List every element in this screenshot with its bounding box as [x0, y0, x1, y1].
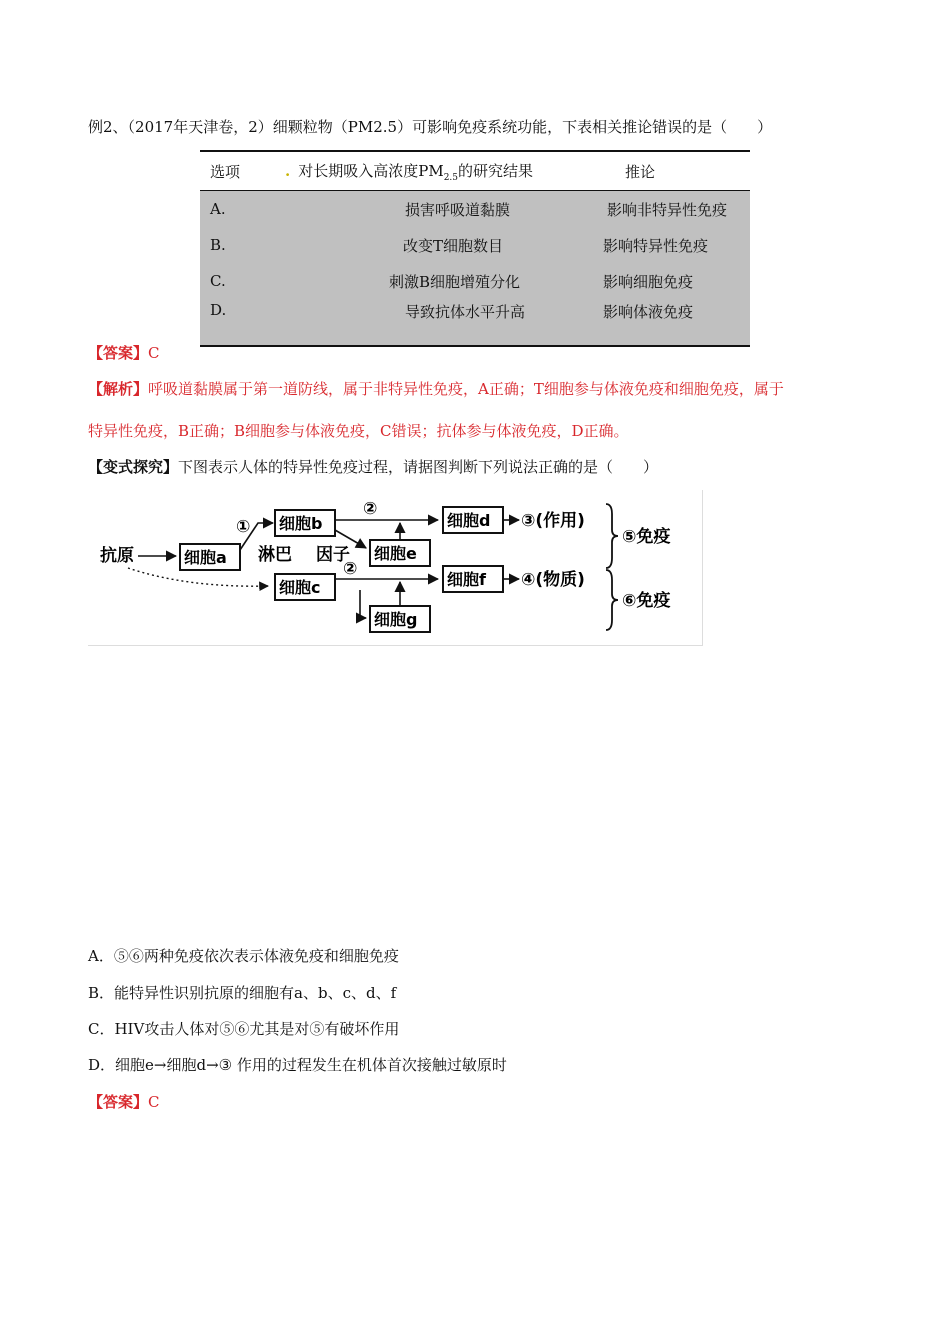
cell-e-label: 细胞e [374, 544, 417, 563]
table-row [200, 227, 750, 263]
table-row [200, 191, 750, 228]
row-inference: 影响细胞免疫 [603, 272, 694, 291]
variant-answer-tag: 【答案】 [88, 1093, 149, 1111]
answer-value: C [148, 344, 160, 362]
mark-1: ① [236, 517, 251, 537]
row-option: A. [210, 200, 226, 218]
cell-b-label: 细胞b [279, 514, 323, 533]
row-inference: 影响体液免疫 [565, 299, 750, 346]
cell-g-label: 细胞g [374, 610, 418, 629]
row-result: 刺激B细胞增殖分化 [389, 272, 521, 291]
cell-a-label: 细胞a [184, 548, 227, 567]
lymph-label: 淋巴 [258, 545, 292, 565]
research-table [200, 150, 750, 347]
immune-6-label: ⑥免疫 [622, 591, 671, 611]
option-c: C．HIV攻击人体对⑤⑥尤其是对⑤有破坏作用 [88, 1020, 400, 1038]
option-d: D．细胞e→细胞d→③ 作用的过程发生在机体首次接触过敏原时 [88, 1056, 507, 1074]
brace-6 [606, 570, 618, 630]
row-option: B. [210, 236, 226, 254]
variant-answer-value: C [148, 1093, 160, 1111]
variant-text: 下图表示人体的特异性免疫过程，请据图判断下列说法正确的是（ ） [178, 458, 659, 476]
variant-stem [88, 457, 658, 477]
question-stem: 例2、（2017年天津卷，2）细颗粒物（PM2.5）可影响免疫系统功能，下表相关推论错误的是（ ） [88, 118, 773, 136]
answer-tag: 【答案】 [88, 344, 149, 362]
row-inference: 影响非特异性免疫 [607, 200, 728, 219]
table-header-row [200, 151, 750, 191]
antigen-label: 抗原 [100, 546, 134, 566]
mark-2-bottom: ② [343, 559, 358, 579]
row-result: 损害呼吸道黏膜 [405, 200, 511, 219]
header-option: 选项 [200, 151, 285, 191]
immune-process-diagram [88, 490, 703, 646]
analysis-tag: 【解析】 [88, 380, 149, 398]
mark-2-top: ② [363, 499, 378, 519]
header-result: . 对长期吸入高浓度$PM_{2.5}$的研究结果 [285, 151, 565, 191]
row-inference: 影响特异性免疫 [603, 236, 709, 255]
header-inference: 推论 [565, 151, 750, 191]
row-result: 导致抗体水平升高 [285, 299, 565, 346]
analysis-line-1 [88, 379, 784, 399]
cell-f-label: 细胞f [447, 570, 486, 589]
analysis-line-2: 特异性免疫，B正确；B细胞参与体液免疫，C错误；抗体参与体液免疫，D正确。 [88, 422, 629, 440]
variant-answer-line [88, 1092, 160, 1112]
table-row [200, 263, 750, 299]
option-a: A．⑤⑥两种免疫依次表示体液免疫和细胞免疫 [88, 947, 399, 965]
table-row [200, 299, 750, 346]
row-option: D. [200, 299, 285, 346]
bullet-dot: . [285, 161, 291, 180]
cell-d-label: 细胞d [447, 511, 491, 530]
output-3: ③(作用) [521, 511, 585, 531]
analysis-text-1: 呼吸道黏膜属于第一道防线，属于非特异性免疫，A正确；T细胞参与体液免疫和细胞免疫，属于 [148, 380, 784, 398]
output-4: ④(物质) [521, 570, 585, 590]
immune-5-label: ⑤免疫 [622, 527, 671, 547]
brace-5 [606, 504, 618, 568]
row-result: 改变T细胞数目 [403, 236, 504, 255]
factor-label: 因子 [316, 545, 350, 565]
option-b: B．能特异性识别抗原的细胞有a、b、c、d、f [88, 984, 397, 1002]
cell-c-label: 细胞c [279, 578, 321, 597]
row-option: C. [210, 272, 226, 290]
variant-tag: 【变式探究】 [88, 458, 179, 476]
answer-line [88, 343, 160, 363]
